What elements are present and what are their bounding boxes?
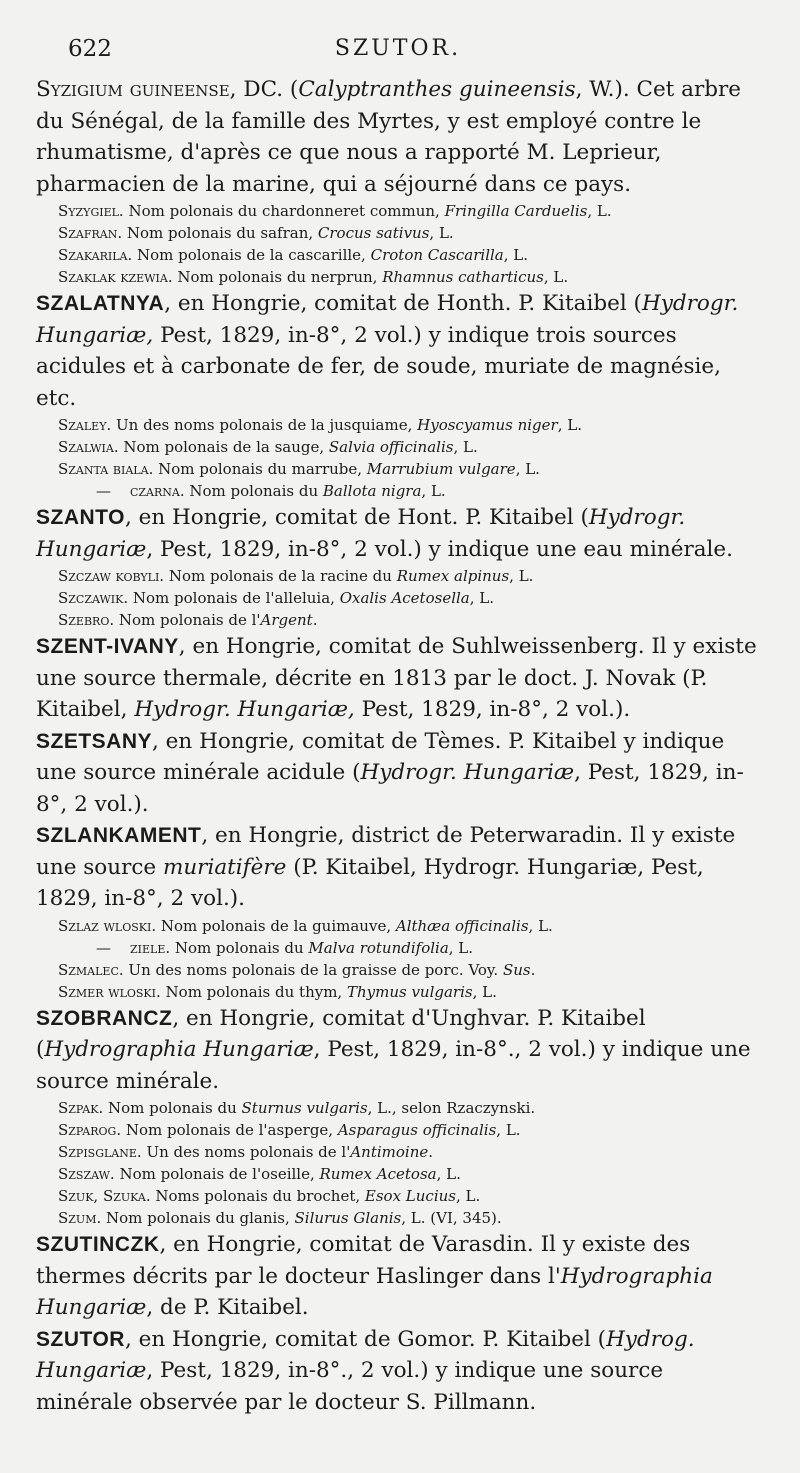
entry-text: . Nom polonais du glanis, <box>96 1209 295 1227</box>
main-entry <box>36 1324 760 1419</box>
entry-headword: Szebro <box>58 611 110 629</box>
entry-text: . Un des noms polonais de la jusquiame, <box>106 416 418 434</box>
entry-text: . Nom polonais de l'asperge, <box>116 1121 338 1139</box>
minor-entry <box>36 1207 760 1229</box>
entry-text-tail: , L. <box>557 416 582 434</box>
entry-text-tail: . <box>312 611 318 629</box>
entry-latin-name: Hydrographia Hungariæ <box>44 1037 314 1062</box>
entry-latin-name: Calyptranthes guineensis <box>298 77 576 102</box>
entry-text-tail: , Pest, 1829, in-8°., 2 vol.) y indique une source minérale observée par le docteur S. Pillmann. <box>36 1358 664 1415</box>
entry-headword: SZALATNYA <box>36 292 165 315</box>
minor-entry <box>36 480 760 502</box>
entry-text: . Nom polonais du safran, <box>117 224 318 242</box>
entry-text: . Nom polonais de la racine du <box>159 567 397 585</box>
minor-entry <box>36 1163 760 1185</box>
entry-latin-name: Malva rotundifolia <box>308 938 449 957</box>
entry-headword: Szaley <box>58 416 107 434</box>
entry-text-tail: , L., selon Rzaczynski. <box>367 1099 536 1117</box>
entry-text: , en Hongrie, comitat de Gomor. P. Kitaibel ( <box>124 1326 607 1352</box>
entry-text: . Nom polonais du <box>165 938 309 957</box>
entry-headword: Szparog <box>58 1121 117 1139</box>
entry-latin-name: Ballota nigra <box>322 482 422 500</box>
entry-headword: Szum <box>58 1209 97 1227</box>
entry-text: , en Hongrie, comitat d'Unghvar. P. Kitaibel ( <box>36 1005 646 1062</box>
main-entry <box>36 726 760 821</box>
entry-text-tail: , L. <box>509 567 534 585</box>
entry-text-tail: , L. <box>429 224 454 242</box>
entry-text-tail: , Pest, 1829, in-8°, 2 vol.) y indique une eau minérale. <box>146 536 733 562</box>
entry-latin-name: Thymus vulgaris <box>346 982 473 1001</box>
entry-text-tail: , L. <box>436 1165 461 1183</box>
entry-headword: Szczawik <box>58 589 124 607</box>
entry-text: . Nom polonais de la sauge, <box>113 438 329 456</box>
entry-text: . Un des noms polonais de l' <box>136 1143 351 1161</box>
entry-headword: Szpak <box>58 1099 99 1117</box>
minor-entry <box>36 1141 760 1163</box>
entry-headword: SZLANKAMENT <box>36 824 202 847</box>
entry-text: . Nom polonais du thym, <box>156 982 347 1001</box>
entry-text: . Noms polonais du brochet, <box>145 1187 365 1205</box>
entry-text: . Nom polonais de la cascarille, <box>127 246 371 264</box>
entry-latin-name: Sus <box>502 960 531 979</box>
entry-text: . Nom polonais du <box>98 1099 242 1117</box>
minor-entry <box>36 587 760 609</box>
main-entry <box>36 74 760 200</box>
entry-text-tail: , L. (VI, 345). <box>401 1209 502 1227</box>
entry-text-tail: Pest, 1829, in-8°, 2 vol.) y indique trois sources acidules et à carbonate de fer, de soude, muriate de magnésie, etc. <box>36 322 721 411</box>
entry-latin-name: Oxalis Acetosella <box>339 589 470 607</box>
entry-headword: Szafran <box>58 224 118 242</box>
entry-latin-name: muriatifère <box>162 854 287 880</box>
entry-latin-name: Rhamnus catharticus <box>382 268 544 286</box>
entry-headword: SZETSANY <box>36 729 153 753</box>
entry-latin-name: Sturnus vulgaris <box>241 1099 368 1117</box>
entry-text: . Nom polonais du <box>179 482 323 500</box>
entry-headword: ziele <box>130 938 166 957</box>
entry-text-tail: , de P. Kitaibel. <box>146 1295 309 1320</box>
entry-headword: Szczaw kobyli <box>58 567 160 585</box>
minor-entry <box>36 915 760 937</box>
entry-latin-name: Argent <box>260 611 313 629</box>
entry-text: , en Hongrie, comitat de Varasdin. Il y existe des thermes décrits par le docteur Haslinger dans l' <box>36 1232 691 1289</box>
entry-headword: Szaklak kzewia <box>58 268 168 286</box>
entry-text: , en Hongrie, comitat de Tèmes. P. Kitaibel y indique une source minérale acidule ( <box>36 728 725 785</box>
entry-latin-name: Asparagus officinalis <box>337 1121 497 1139</box>
entry-text-tail: , L. <box>503 246 529 264</box>
entry-latin-name: Croton Cascarilla <box>370 246 504 264</box>
minor-entry <box>36 565 760 587</box>
entry-headword: Syzygiel <box>58 202 119 220</box>
minor-entry <box>36 981 760 1003</box>
minor-entry <box>36 937 760 959</box>
minor-entry <box>36 200 760 222</box>
entry-headword: czarna <box>130 482 180 500</box>
entry-latin-name: Silurus Glanis <box>294 1209 402 1227</box>
entry-latin-name: Salvia officinalis <box>328 438 454 456</box>
minor-entry <box>36 458 760 480</box>
minor-entry <box>36 266 760 288</box>
entry-headword: Szszaw <box>58 1165 110 1183</box>
minor-entry <box>36 609 760 631</box>
entry-text-tail: . <box>530 960 536 979</box>
entry-latin-name: Althæa officinalis <box>395 916 529 935</box>
entry-text-tail: , L. <box>472 982 497 1001</box>
entry-text-tail: Pest, 1829, in-8°, 2 vol.). <box>354 697 631 722</box>
entry-text: . Nom polonais du marrube, <box>148 460 367 478</box>
minor-entry <box>36 436 760 458</box>
entry-headword: Syzigium guineense <box>36 77 230 102</box>
entry-text: , DC. ( <box>229 77 299 102</box>
entry-headword: Szalwia <box>58 438 114 456</box>
entry-text: . Nom polonais du nerprun, <box>167 268 383 286</box>
entry-headword: SZUTOR <box>36 1327 125 1351</box>
main-entry <box>36 1003 760 1098</box>
entry-headword: Szakarila <box>58 246 128 264</box>
entry-text-tail: , L. <box>515 460 540 478</box>
entry-latin-name: Antimoine <box>350 1143 429 1161</box>
entry-text-tail: . <box>428 1143 434 1161</box>
entry-text: . Nom polonais de l'oseille, <box>109 1165 320 1183</box>
entry-latin-name: Marrubium vulgare <box>366 460 516 478</box>
entry-text-tail: (P. Kitaibel, Hydrogr. Hungariæ, Pest, 1829, in-8°, 2 vol.). <box>36 854 704 911</box>
minor-entry <box>36 1119 760 1141</box>
entry-text-tail: , L. <box>448 938 474 957</box>
main-entry <box>36 1229 760 1324</box>
entry-text: . Nom polonais de la guimauve, <box>151 916 396 935</box>
ditto-dash: — <box>96 482 111 500</box>
entry-latin-name: Hydrogr. Hungariæ <box>36 505 686 562</box>
entry-text-tail: , Pest, 1829, in-8°., 2 vol.) y indique une source minérale. <box>36 1037 751 1094</box>
entry-headword: SZUTINCZK <box>36 1233 160 1256</box>
main-entry <box>36 288 760 414</box>
minor-entry <box>36 959 760 981</box>
entry-latin-name: Hydrogr. Hungariæ <box>360 760 575 785</box>
running-head: SZUTOR. <box>334 36 462 61</box>
entry-latin-name: Crocus sativus <box>317 224 430 242</box>
entry-text-tail: , L. <box>421 482 446 500</box>
entry-text: . Nom polonais de l' <box>109 611 261 629</box>
entry-headword: Szpisglane <box>58 1143 137 1161</box>
main-entry <box>36 502 760 565</box>
entry-text: , en Hongrie, comitat de Honth. P. Kitaibel ( <box>164 291 642 316</box>
entry-text-tail: , L. <box>469 589 494 607</box>
entry-text-tail: , L. <box>528 916 553 935</box>
entry-headword: Szmalec <box>58 960 119 979</box>
page-number: 622 <box>68 36 112 62</box>
entry-text-tail: , L. <box>456 1187 481 1205</box>
entry-latin-name: Hydrogr. Hungariæ, <box>36 291 739 348</box>
minor-entry <box>36 1097 760 1119</box>
entry-latin-name: Hydrographia Hungariæ <box>36 1263 713 1320</box>
minor-entry <box>36 244 760 266</box>
minor-entry <box>36 414 760 436</box>
entry-text: . Un des noms polonais de la graisse de porc. Voy. <box>118 960 503 979</box>
main-entry <box>36 820 760 915</box>
entry-headword: SZENT-IVANY <box>36 635 179 658</box>
entry-text-tail: , L. <box>587 202 612 220</box>
entry-latin-name: Rumex alpinus <box>396 567 510 585</box>
entry-latin-name: Esox Lucius <box>364 1187 456 1205</box>
minor-entry <box>36 1185 760 1207</box>
entry-headword: Szanta biala <box>58 460 149 478</box>
entry-latin-name: Hydrog. Hungariæ <box>36 1326 695 1383</box>
entry-text: . Nom polonais du chardonneret commun, <box>118 202 445 220</box>
entry-latin-name: Rumex Acetosa <box>319 1165 437 1183</box>
entry-text: , en Hongrie, comitat de Suhlweissenberg. Il y existe une source thermale, décrite en 1813 par le doct. J. Novak (P. Kitaibel, <box>36 634 757 722</box>
page-header <box>36 0 760 72</box>
main-entry <box>36 631 760 726</box>
entry-headword: Szmer wloski <box>58 982 156 1001</box>
entry-latin-name: Hyoscyamus niger <box>417 416 558 434</box>
entry-text-tail: , Pest, 1829, in-8°, 2 vol.). <box>36 760 744 817</box>
entry-text-tail: , L. <box>453 438 478 456</box>
dictionary-entries <box>36 74 760 1418</box>
entry-text-tail: , L. <box>496 1121 521 1139</box>
ditto-dash: — <box>96 938 111 957</box>
entry-text-tail: , W.). Cet arbre du Sénégal, de la famille des Myrtes, y est employé contre le rhumatisme, d'après ce que nous a rapporté M. Leprieur, pharmacien de la marine, qui a séjourné dans ce pays. <box>36 77 742 197</box>
entry-text: , en Hongrie, comitat de Hont. P. Kitaibel ( <box>124 505 589 530</box>
entry-headword: Szlaz wloski <box>58 916 152 935</box>
entry-headword: SZOBRANCZ <box>36 1006 173 1030</box>
entry-headword: Szuk, Szuka <box>58 1187 146 1205</box>
entry-latin-name: Hydrogr. Hungariæ, <box>134 697 355 722</box>
entry-text: . Nom polonais de l'alleluia, <box>123 589 340 607</box>
entry-latin-name: Fringilla Carduelis <box>444 202 588 220</box>
entry-text: , en Hongrie, district de Peterwaradin. Il y existe une source <box>36 823 736 880</box>
minor-entry <box>36 222 760 244</box>
entry-headword: SZANTO <box>36 506 125 529</box>
entry-text-tail: , L. <box>543 268 569 286</box>
